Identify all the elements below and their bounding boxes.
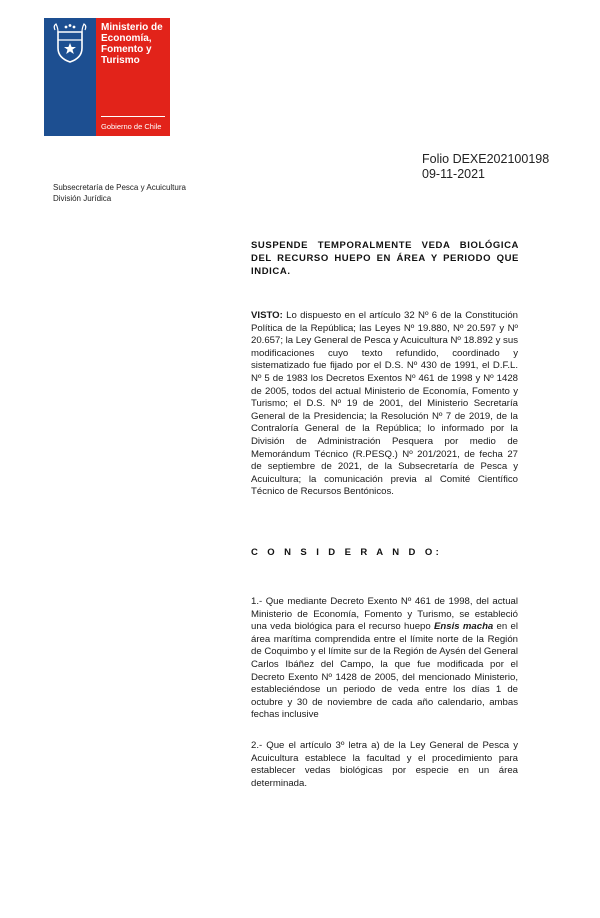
visto-label: VISTO: [251,310,283,321]
folio-number: Folio DEXE202100198 [422,152,550,166]
ministry-logo [44,18,170,136]
folio-block [422,152,549,182]
document-title: SUSPENDE TEMPORALMENTE VEDA BIOLÓGICA DEL RECURSO HUEPO EN ÁREA Y PERIODO QUE INDICA. [251,240,519,277]
coat-of-arms-icon [50,22,90,66]
logo-red-panel [96,18,170,136]
considerando-heading: C O N S I D E R A N D O: [251,547,443,558]
issuer-line-1: Subsecretaría de Pesca y Acuicultura [53,183,186,192]
paragraph-1-after: en el área marítima comprendida entre el límite norte de la Región de Coquimbo y el límite sur de la Región de Aysén del General Carlos Ibáñez del Campo, la que fue modificada por el Decreto Exento Nº 1428 de 2005, del mencionado Ministerio, estableciéndose un periodo de veda entre los días 1 de octubre y 30 de noviembre de cada año calendario, ambas fechas inclusive [251,621,519,721]
ministry-name: Ministerio de Economía, Fomento y Turismo [101,22,163,66]
visto-paragraph [251,310,518,499]
species-name: Ensis macha [433,621,494,633]
issuer-line-2: División Jurídica [53,194,112,203]
folio-date: 09-11-2021 [422,167,486,181]
considerando-paragraph-2: 2.- Que el artículo 3º letra a) de la Ley General de Pesca y Acuicultura establece la facultad y el procedimiento para establecer vedas biológicas por especie en un área determinada. [251,740,518,789]
logo-blue-panel [44,18,96,136]
logo-divider [101,116,165,117]
paragraph-1-before: 1.- Que mediante Decreto Exento Nº 461 de 1998, del actual Ministerio de Economía, Fomento y Turismo, se estableció una veda biológica para el recurso huepo [251,596,518,633]
government-label: Gobierno de Chile [101,122,162,131]
considerando-paragraph-1 [251,596,518,722]
visto-text: Lo dispuesto en el artículo 32 Nº 6 de la Constitución Política de la República; las Leyes Nº 19.880, Nº 20.597 y Nº 20.657; la Ley General de Pesca y Acuicultura Nº 18.892 y sus modificaciones cuyo texto refundido, coordinado y sistematizado fue fijado por el D.S. Nº 430 de 1991, el D.F.L. Nº 5 de 1983 los Decretos Exentos Nº 461 de 1998 y Nº 1428 de 2005, todos del actual Ministerio de Economía, Fomento y Turismo; el D.S. Nº 19 de 2001, del Ministerio Secretaría General de la Presidencia; la Resolución Nº 7 de 2019, de la Contraloría General de la República; lo informado por la División de Administración Pesquera por medio de Memorándum Técnico (R.PESQ.) Nº 201/2021, de fecha 27 de septiembre de 2021, de la Subsecretaría de Pesca y Acuicultura; la comunicación previa al Comité Científico Técnico de Recursos Bentónicos. [251,310,518,498]
issuer-header [53,182,186,204]
